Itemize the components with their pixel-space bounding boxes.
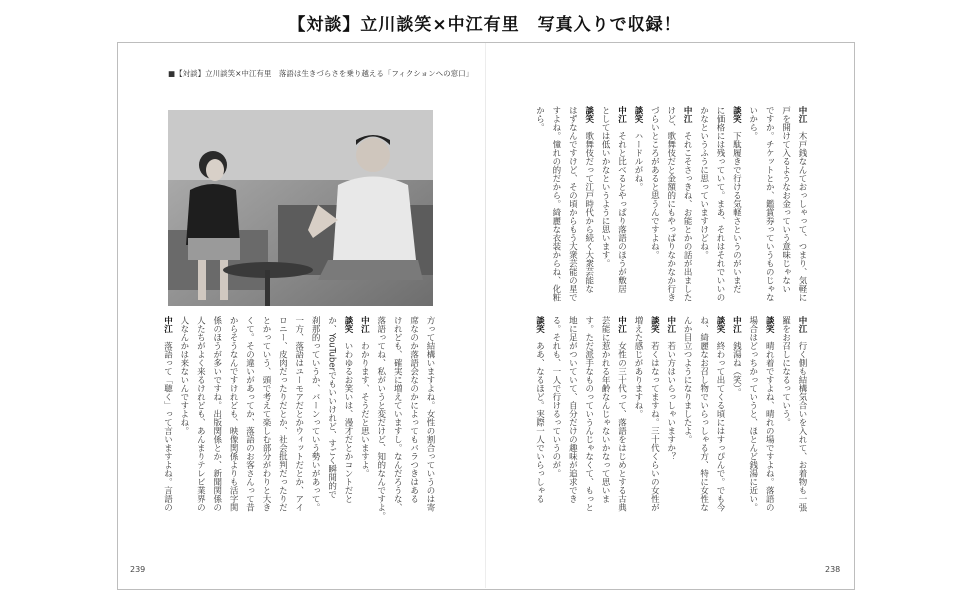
line-text: けれども、確実に増えていますし。なんだろうな、: [392, 316, 403, 512]
text-line: [630, 316, 646, 530]
line-text: 羅をお召しになるっていう。: [780, 316, 791, 427]
text-line: [712, 106, 728, 312]
text-line: [176, 316, 192, 530]
line-text: 場合はどっちかっていうと、ほとんど銭湯に近い。: [747, 316, 758, 512]
line-text: から。: [534, 106, 545, 132]
speaker-label: 談笑: [714, 316, 725, 333]
text-line: [340, 316, 356, 530]
text-line: [389, 316, 405, 530]
speaker-label: 中江: [616, 316, 627, 333]
page-number-right: 238: [825, 565, 841, 574]
line-text: 下駄履きで行ける気軽さというのがいまだ: [731, 131, 742, 293]
speaker-label: 中江: [616, 106, 627, 123]
line-text: いから。: [747, 106, 758, 140]
text-line: [679, 316, 695, 530]
text-line: [192, 316, 208, 530]
line-text: わかります、そうだと思いますよ。: [359, 341, 370, 478]
text-line: [356, 316, 372, 530]
text-line: [794, 316, 810, 530]
speaker-label: 談笑: [342, 316, 353, 333]
page-title: 【対談】立川談笑×中江有里 写真入りで収録！: [288, 15, 682, 35]
line-text: 係のほうが多いですね。出版関係とか、新聞関係の: [211, 316, 222, 512]
line-text: ああ、なるほど。実際一人でいらっしゃる: [534, 341, 545, 503]
text-block-right-top: [528, 106, 810, 312]
line-text: とかっていう、頭で考えて楽しむ部分がわりと大き: [260, 316, 271, 512]
line-text: か、YouTuberでもいいけれど、すごく瞬間的で: [326, 316, 337, 499]
line-text: くて。その違いがあってか、落語のお客さんって昔: [244, 316, 255, 512]
speaker-label: 談笑: [632, 106, 643, 123]
line-text: それこそさっきね、お能とかの話が出ました: [682, 131, 693, 302]
text-line: [290, 316, 306, 530]
text-block-left-bottom: [156, 316, 438, 530]
text-line: [728, 106, 744, 312]
text-line: [564, 106, 580, 312]
text-line: [662, 106, 678, 312]
text-line: [405, 316, 421, 530]
text-line: [258, 316, 274, 530]
text-line: [372, 316, 388, 530]
line-text: かなというふうに思っていますけどね。: [698, 106, 709, 259]
line-text: る。それも、一人で行けるっていうのが。: [550, 316, 561, 478]
line-text: 落語って「聴く」って言いますよね。言語の: [162, 341, 173, 512]
speaker-label: 中江: [682, 106, 693, 123]
line-text: づらいところがあると思うんですよね。: [649, 106, 660, 259]
line-text: 方って結構いますよね。女性の割合っていうのは寄: [425, 316, 435, 512]
line-text: ですか。チケットとか、鑑賞券っていうものじゃな: [764, 106, 775, 302]
speaker-label: 中江: [797, 106, 807, 123]
line-text: ね、綺麗なお召し物でいらっしゃる方、特に女性な: [698, 316, 709, 512]
text-line: [241, 316, 257, 530]
speaker-label: 中江: [731, 316, 742, 333]
line-text: としては低いかなというように思います。: [600, 106, 611, 268]
line-text: けど、歌舞伎だと金額的にもやっぱりなかなか行き: [665, 106, 676, 302]
text-line: [679, 106, 695, 312]
text-line: [274, 316, 290, 530]
text-line: [307, 316, 323, 530]
text-line: [208, 316, 224, 530]
speaker-label: 談笑: [764, 316, 775, 333]
line-text: す。ただ派手なものっていうんじゃなくて、もっと: [583, 316, 594, 512]
text-line: [580, 316, 596, 530]
line-text: 芸能に惹かれる年齢なんじゃないかなって思いま: [600, 316, 611, 503]
text-line: [613, 106, 629, 312]
speaker-label: 談笑: [731, 106, 742, 123]
speaker-label: 談笑: [649, 316, 660, 333]
speaker-label: 談笑: [534, 316, 545, 333]
text-line: [695, 106, 711, 312]
book-spine: [485, 43, 486, 588]
line-text: それと比べるとやっぱり落語のほうが敷居: [616, 131, 627, 293]
text-line: [159, 316, 175, 530]
text-line: [744, 316, 760, 530]
line-text: 終わって出てくる頃にはすっぴんで。でも今: [714, 341, 725, 512]
text-line: [548, 316, 564, 530]
text-line: [597, 316, 613, 530]
text-line: [630, 106, 646, 312]
line-text: 戸を開けて入るようなお金っていう意味じゃない: [780, 106, 791, 293]
line-text: んか目立つようになりましたよ。: [682, 316, 693, 444]
line-text: 若くはなってますね。三十代くらいの女性が: [649, 341, 660, 512]
text-line: [744, 106, 760, 312]
text-line: [695, 316, 711, 530]
text-line: [662, 316, 678, 530]
speaker-label: 中江: [797, 316, 807, 333]
line-text: すよね。憧れの的だから。綺麗な衣装からね、化粧: [550, 106, 561, 302]
speaker-label: 談笑: [583, 106, 594, 123]
line-text: 若い方はいらっしゃいますか？: [665, 341, 676, 461]
page-number-left: 239: [130, 565, 146, 574]
line-text: ハードルがね。: [632, 131, 643, 191]
text-line: [761, 106, 777, 312]
interview-photo: [168, 110, 433, 306]
text-line: [646, 316, 662, 530]
running-head: ■【対談】立川談笑×中江有里 落語は生きづらさを乗り越える「フィクションへの窓口」: [168, 69, 474, 78]
line-text: 一方、落語はユーモアだとかウィットだとか、アイ: [293, 316, 304, 512]
text-line: [422, 316, 438, 530]
text-line: [646, 106, 662, 312]
line-text: 増えた感じがありますね。: [632, 316, 643, 418]
line-text: いわゆるお笑いは、漫才だとかコントだと: [342, 341, 353, 503]
text-line: [531, 316, 547, 530]
line-text: 銭湯ね（笑）。: [731, 341, 742, 397]
line-text: 行く側も結構気合いを入れて、お着物も一張: [797, 341, 807, 512]
line-text: からそうなんですけれども、映像関係よりも活字関: [228, 316, 239, 512]
line-text: 刹那的っていうか、バーンっていう勢いがあって。: [310, 316, 321, 512]
text-line: [580, 106, 596, 312]
text-line: [548, 106, 564, 312]
text-line: [597, 106, 613, 312]
line-text: 地に足がついていて、自分だけの趣味が追求でき: [567, 316, 578, 503]
line-text: に価格には残っていて。まあ、それはそれでいいの: [714, 106, 725, 302]
line-text: 人なんかは来ないんですよね。: [178, 316, 189, 435]
text-block-right-bottom: [528, 316, 810, 530]
speaker-label: 中江: [359, 316, 370, 333]
text-line: [564, 316, 580, 530]
line-text: 歌舞伎だって江戸時代から続く大衆芸能な: [583, 131, 594, 293]
speaker-label: 中江: [162, 316, 173, 333]
text-line: [777, 106, 793, 312]
speaker-label: 中江: [665, 316, 676, 333]
line-text: 木戸銭なんておっしゃって、つまり、気軽に: [797, 131, 807, 302]
text-line: [794, 106, 810, 312]
text-line: [761, 316, 777, 530]
line-text: ロニー、皮肉だったりだとか、社会批判だったりだ: [277, 316, 288, 512]
text-line: [728, 316, 744, 530]
text-line: [712, 316, 728, 530]
line-text: 晴れ着ですよね、晴れの場ですよね。落語の: [764, 341, 775, 512]
line-text: はずなんですけど、その頃からもう大衆芸能の星で: [567, 106, 578, 302]
line-text: 席なのか落語会なのかによってもバラつきはある: [408, 316, 419, 503]
text-line: [225, 316, 241, 530]
text-line: [323, 316, 339, 530]
line-text: 人たちがよく来るけれども、あんまりテレビ業界の: [195, 316, 206, 512]
text-line: [531, 106, 547, 312]
text-line: [777, 316, 793, 530]
line-text: 女性の三十代って、落語をはじめとする古典: [616, 341, 627, 512]
line-text: 落語ってね、私がいうと変だけど、知的なんですよ。: [375, 316, 386, 520]
text-line: [613, 316, 629, 530]
